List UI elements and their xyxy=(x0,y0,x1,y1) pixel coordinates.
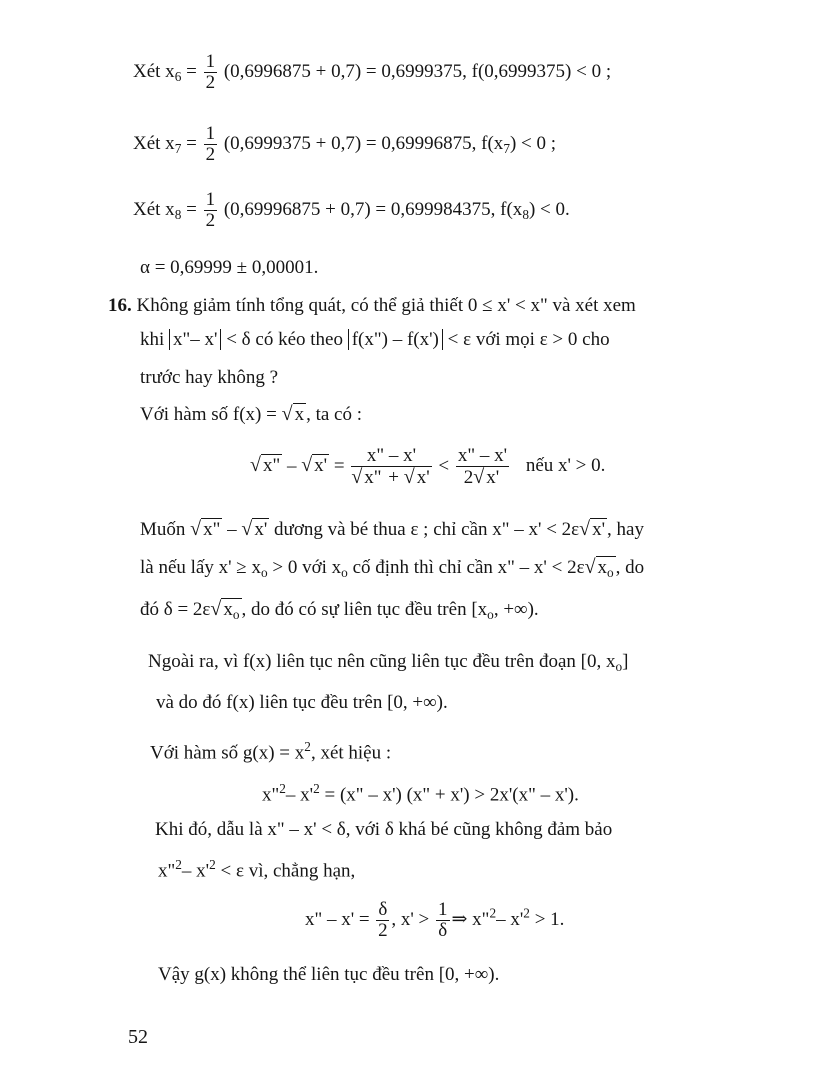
expression: (0,6999375 + 0,7) = 0,69996875, f(x xyxy=(223,132,504,154)
superscript: 2 xyxy=(175,857,182,872)
superscript: 2 xyxy=(209,857,216,872)
less-than: < xyxy=(438,455,450,477)
text: , do đó có sự liên tục đều trên [x xyxy=(241,599,488,620)
problem-intro: Không giảm tính tổng quát, có thể giả thiết 0 ≤ x' < x" và xét xem xyxy=(136,295,636,316)
problem-16-line2 xyxy=(140,330,610,349)
sqrt-x: √ x xyxy=(281,403,305,425)
sqrt-x0: √ $x_o$ xyxy=(210,598,240,622)
subscript: 7 xyxy=(503,140,510,156)
equation-sqrt-difference xyxy=(250,446,605,488)
subscript: o xyxy=(232,606,240,622)
radicand: x xyxy=(597,557,608,578)
equals: = xyxy=(186,132,197,154)
subscript: o xyxy=(615,658,623,674)
numerator: 1 xyxy=(205,189,216,210)
denominator xyxy=(351,467,431,488)
example-line xyxy=(305,900,564,941)
numerator: x" – x' xyxy=(351,446,431,467)
text: là nếu lấy x' ≥ x xyxy=(140,557,261,578)
expression-tail: ) < 0. xyxy=(528,198,570,220)
xet-x8-line xyxy=(133,190,570,231)
radicand: x' xyxy=(254,519,268,540)
xet-x6-line xyxy=(133,52,611,93)
numerator: 1 xyxy=(438,899,448,920)
sqrt-x1: √ x' xyxy=(301,454,328,477)
xet-label: Xét x xyxy=(133,132,175,154)
text: x" xyxy=(262,784,280,806)
fraction-one-delta xyxy=(436,900,450,941)
ngoai-line1 xyxy=(148,652,628,673)
subscript: o xyxy=(487,606,494,622)
xet-label: Xét x xyxy=(133,198,175,220)
plus: + xyxy=(388,466,400,488)
denominator xyxy=(456,467,509,488)
fx-intro-line xyxy=(140,405,362,425)
text: x" – x' = xyxy=(305,908,370,930)
sqrt-x1: √ x' xyxy=(579,518,606,540)
text: dương và bé thua ε ; chỉ cần x" – x' < 2ε xyxy=(274,519,580,540)
text: < ε vì, chẳng hạn, xyxy=(215,860,356,882)
sqrt-x1: √ x' xyxy=(473,465,500,488)
subscript: 6 xyxy=(174,68,182,84)
radicand: x xyxy=(223,599,233,620)
radicand: x' xyxy=(592,519,606,540)
text: , +∞). xyxy=(493,599,539,620)
numerator: 1 xyxy=(205,123,216,144)
radicand: x" xyxy=(364,466,382,488)
denominator: 2 xyxy=(378,919,388,941)
text: > 0 với x xyxy=(267,557,342,578)
denominator: 2 xyxy=(205,209,216,231)
radicand: x' xyxy=(416,466,430,488)
radicand: x" xyxy=(203,519,221,540)
ngoai-line2: và do đó f(x) liên tục đều trên [0, +∞). xyxy=(156,692,448,713)
fraction-delta-half xyxy=(376,900,389,941)
do-line xyxy=(140,600,539,621)
text: Với hàm số g(x) = x xyxy=(150,742,305,764)
khido-line: Khi đó, dẫu là x" – x' < δ, với δ khá bé cũng không đảm bảo xyxy=(155,819,613,840)
text: x" xyxy=(158,860,176,882)
text: , do xyxy=(615,557,645,578)
sqrt-x1: √ x' xyxy=(241,518,268,540)
superscript: 2 xyxy=(304,739,311,754)
numerator: x" – x' xyxy=(457,445,508,466)
khido-line2 xyxy=(158,858,355,880)
text: , xét hiệu : xyxy=(310,742,392,764)
equals: = xyxy=(186,60,197,82)
text: Ngoài ra, vì f(x) liên tục nên cũng liên tục đều trên đoạn [0, x xyxy=(148,651,616,672)
radicand: x xyxy=(294,404,305,425)
fraction-2 xyxy=(456,446,509,488)
text: , x' > xyxy=(391,908,430,930)
page-number: 52 xyxy=(128,1026,148,1048)
expression: (0,69996875 + 0,7) = 0,699984375, f(x xyxy=(223,198,523,220)
subscript: o xyxy=(260,564,268,580)
xet-x7-line xyxy=(133,124,556,165)
expression-tail: ) < 0 ; xyxy=(509,132,557,154)
half-fraction xyxy=(204,190,218,231)
text: ⇒ x" xyxy=(451,908,490,930)
radicand: x" xyxy=(262,455,281,477)
equals: = xyxy=(333,455,345,477)
numerator: 1 xyxy=(205,51,216,72)
problem-16-line1 xyxy=(108,296,636,315)
fraction-1 xyxy=(351,446,431,488)
problem-16-line3: trước hay không ? xyxy=(140,367,279,388)
denominator: δ xyxy=(438,919,448,941)
equals: = xyxy=(186,198,197,220)
neu-line xyxy=(140,558,644,579)
subscript: o xyxy=(607,564,614,580)
text: Muốn xyxy=(140,519,186,540)
problem-number: 16. xyxy=(108,295,132,316)
superscript: 2 xyxy=(279,781,286,796)
abs-difference-x: x"– x' xyxy=(169,329,221,350)
minus: – xyxy=(227,519,237,540)
conclusion-line: Vậy g(x) không thể liên tục đều trên [0, +∞). xyxy=(158,964,500,985)
radicand: x' xyxy=(486,466,500,488)
xet-label: Xét x xyxy=(133,60,175,82)
text-lt-delta: < δ có kéo theo xyxy=(226,329,343,350)
numerator: δ xyxy=(378,899,388,920)
text: Với hàm số f(x) = xyxy=(140,404,277,425)
subscript: 8 xyxy=(174,206,182,222)
text: = (x" – x') (x" + x') > 2x'(x" – x'). xyxy=(319,784,579,806)
superscript: 2 xyxy=(313,781,320,796)
coefficient: 2 xyxy=(463,466,474,488)
subscript: 7 xyxy=(174,140,182,156)
expression: (0,6996875 + 0,7) = 0,6999375, f(0,6999375) < 0 ; xyxy=(223,60,612,82)
half-fraction xyxy=(204,124,218,165)
condition: nếu x' > 0. xyxy=(525,455,606,477)
text: – x' xyxy=(285,784,314,806)
sqrt-x2: √ x" xyxy=(351,465,382,488)
minus: – xyxy=(286,455,297,477)
gx-intro-line xyxy=(150,740,391,762)
sqrt-x2: √ x" xyxy=(250,454,281,477)
abs-difference-f: f(x") – f(x') xyxy=(348,329,443,350)
text-lt-eps: < ε với mọi ε > 0 cho xyxy=(447,329,610,350)
subscript: o xyxy=(341,564,348,580)
text: ] xyxy=(622,651,629,672)
text: cố định thì chỉ cần x" – x' < 2ε xyxy=(347,557,585,578)
sqrt-x2: √ x" xyxy=(190,518,221,540)
text: đó δ = 2ε xyxy=(140,599,211,620)
subscript: 8 xyxy=(522,206,529,222)
text: – x' xyxy=(496,908,524,930)
denominator: 2 xyxy=(205,143,216,165)
g-difference-line xyxy=(262,782,579,804)
text: , hay xyxy=(607,519,644,540)
sqrt-x1: √ x' xyxy=(403,465,430,488)
alpha-result: α = 0,69999 ± 0,00001. xyxy=(140,257,319,278)
text: – x' xyxy=(181,860,210,882)
half-fraction xyxy=(204,52,218,93)
text-khi: khi xyxy=(140,329,165,350)
sqrt-x0: √ $x_o$ xyxy=(584,556,614,580)
denominator: 2 xyxy=(205,71,216,93)
superscript: 2 xyxy=(489,905,497,921)
radicand: x' xyxy=(314,455,328,477)
muon-line xyxy=(140,520,644,540)
superscript: 2 xyxy=(523,905,530,921)
text: , ta có : xyxy=(306,404,362,425)
text: > 1. xyxy=(529,908,565,930)
